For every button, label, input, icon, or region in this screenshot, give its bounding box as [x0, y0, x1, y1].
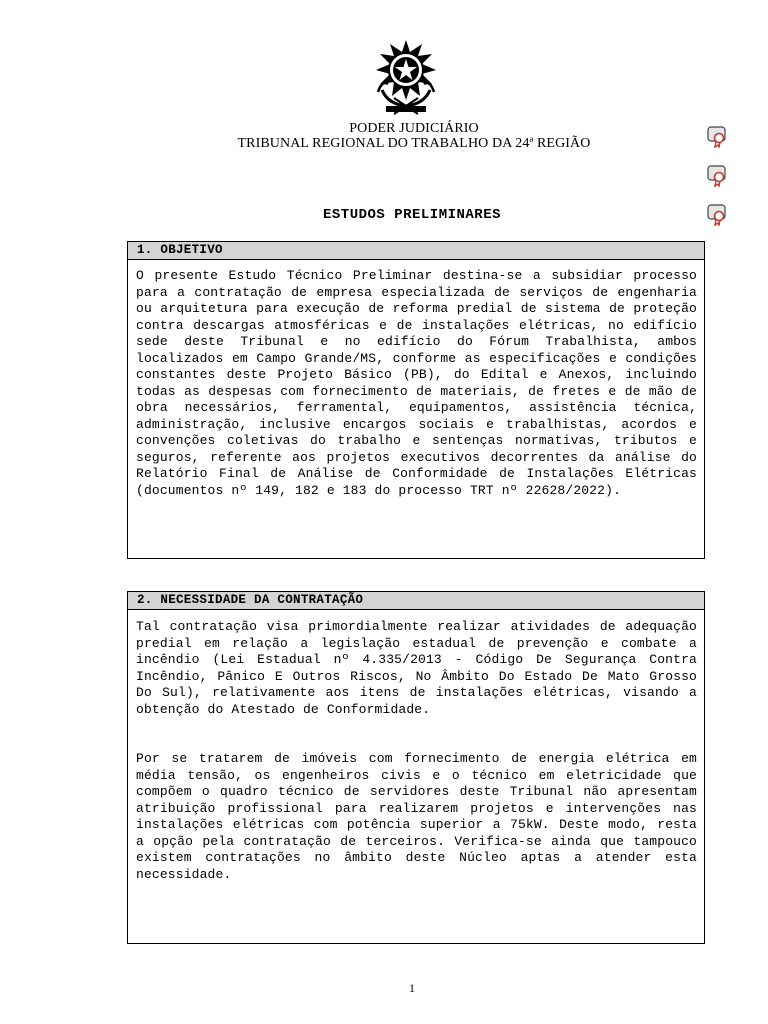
section-paragraph: O presente Estudo Técnico Preliminar destina-se a subsidiar processo para a contratação de empresa especializada de serviços de engenharia ou arquitetura para execução de reforma predial de sistema de proteção contra descargas atmosféricas e de instalações elétricas, no edifício sede deste Tribunal e no edifício do Fórum Trabalhista, ambos localizados em Campo Grande/MS, conforme as especificações e condições constantes deste Projeto Básico (PB), do Edital e Anexos, incluindo todas as despesas com fornecimento de materiais, de fretes e de mão de obra necessários, ferramental, equipamentos, assistência técnica, administração, inclusive encargos sociais e trabalhistas, acordos e convenções coletivas do trabalho e sentenças normativas, tributos e seguros, referente aos projetos executivos decorrentes da análise do Relatório Final de Análise de Conformidade de Instalações Elétricas (documentos nº 149, 182 e 183 do processo TRT nº 22628/2022). — [136, 268, 697, 498]
section-paragraph: Por se tratarem de imóveis com fornecimento de energia elétrica em média tensão, os engenheiros civis e o técnico em eletricidade que compõem o quadro técnico de servidores deste Tribunal não apresentam atribuição profissional para realizarem projetos e intervenções nas instalações elétricas com potência superior a 75kW. Deste modo, resta a opção pela contratação de terceiros. Verifica-se ainda que tampouco existem contratações no âmbito deste Núcleo aptas a atender esta necessidade. — [136, 751, 697, 882]
header-line-2: TRIBUNAL REGIONAL DO TRABALHO DA 24ª REGIÃO — [237, 136, 591, 151]
section-necessidade — [127, 591, 705, 944]
section-heading: 1. OBJETIVO — [128, 242, 704, 260]
header-line-1: PODER JUDICIÁRIO — [349, 121, 479, 136]
coat-of-arms-icon — [372, 40, 440, 116]
section-heading: 2. NECESSIDADE DA CONTRATAÇÃO — [128, 592, 704, 610]
section-objetivo — [127, 241, 705, 559]
attachment-seal-icon[interactable] — [707, 165, 727, 187]
attachment-seal-icon[interactable] — [707, 126, 727, 148]
page-number: 1 — [409, 981, 415, 995]
document-title: ESTUDOS PRELIMINARES — [322, 207, 502, 223]
section-paragraph: Tal contratação visa primordialmente realizar atividades de adequação predial em relação a legislação estadual de prevenção e combate a incêndio (Lei Estadual nº 4.335/2013 - Código De Segurança Contra Incêndio, Pânico E Outros Riscos, No Âmbito Do Estado De Mato Grosso Do Sul), relativamente aos itens de instalações elétricas, visando a obtenção do Atestado de Conformidade. — [136, 619, 697, 717]
